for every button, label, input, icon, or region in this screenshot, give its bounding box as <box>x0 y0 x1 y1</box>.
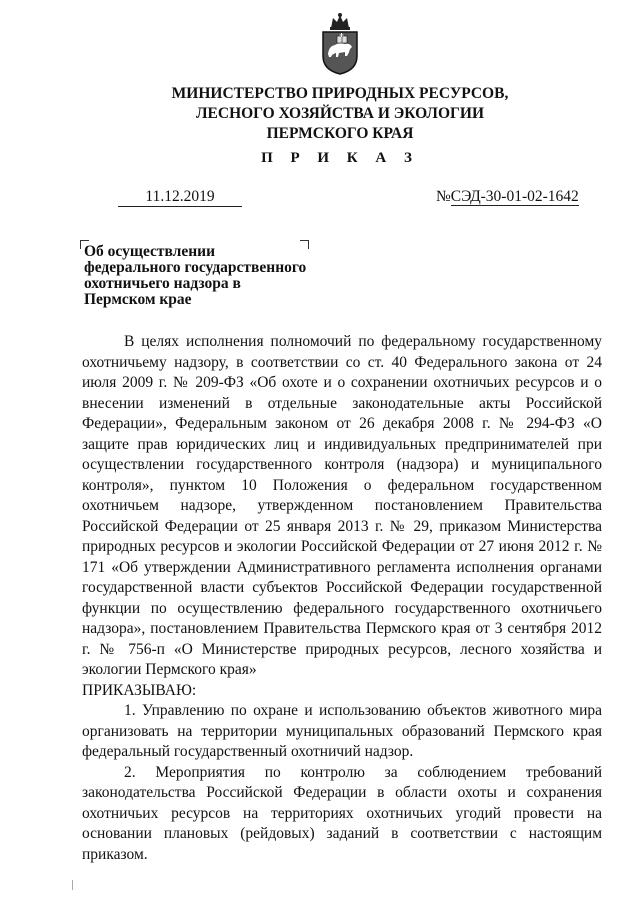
preamble-paragraph: В целях исполнения полномочий по федеральному государственному охотничьему надзору, в соответствии со ст. 40 Федерального закона от 24 июля 2009 г. № 209-ФЗ «Об охоте и о сохранении охотничьих ресурсов и о внесении изменений в отдельные законодательные акты Российской Федерации», Федеральным законом от 26 декабря 2008 г. № 294-ФЗ «О защите прав юридических лиц и индивидуальных предпринимателей при осуществлении государственного контроля (надзора) и муниципального контроля», пунктом 10 Положения о федеральном государственном охотничьем надзоре, утвержденном постановлением Правительства Российской Федерации от 25 января 2013 г. № 29, приказом Министерства природных ресурсов и экологии Российской Федерации от 27 июня 2012 г. № 171 «Об утверждении Административного регламента исполнения органами государственной власти субъектов Российской Федерации государственной функции по осуществлению федерального государственного охотничьего надзора», постановлением Правительства Пермского края от 3 сентября 2012 г. № 756-п «О Министерстве природных ресурсов, лесного хозяйства и экологии Пермского края» <box>82 333 602 678</box>
order-word: ПРИКАЗЫВАЮ: <box>82 681 197 699</box>
order-item-2: 2. Мероприятия по контролю за соблюдением требований законодательства Российской Федерации в области охоты и сохранения охотничьих ресурсов на территориях охотничьих угодий провести на основании плановых (рейдовых) заданий в соответствии с настоящим приказом. <box>82 763 602 863</box>
ministry-name-line-1: МИНИСТЕРСТВО ПРИРОДНЫХ РЕСУРСОВ, <box>171 85 509 102</box>
ministry-name-line-3: ПЕРМСКОГО КРАЯ <box>266 125 414 142</box>
number-sign: № <box>436 188 451 205</box>
order-date: 11.12.2019 <box>118 188 242 207</box>
ministry-name <box>150 84 530 144</box>
scan-artifact <box>72 880 73 890</box>
order-item-1: 1. Управлению по охране и использованию объектов животного мира организовать на территории муниципальных образований Пермского края федеральный государственный охотничий надзор. <box>82 702 602 760</box>
document-body <box>82 332 602 865</box>
ministry-name-line-2: ЛЕСНОГО ХОЗЯЙСТВА И ЭКОЛОГИИ <box>195 105 485 122</box>
number-value: СЭД-30-01-02-1642 <box>450 188 579 205</box>
order-subject: Об осуществлении федерального государственного охотничьего надзора в Пермском крае <box>84 243 307 308</box>
order-number <box>436 188 579 206</box>
document-type: П Р И К А З <box>261 150 419 166</box>
coat-of-arms-icon <box>319 12 361 76</box>
